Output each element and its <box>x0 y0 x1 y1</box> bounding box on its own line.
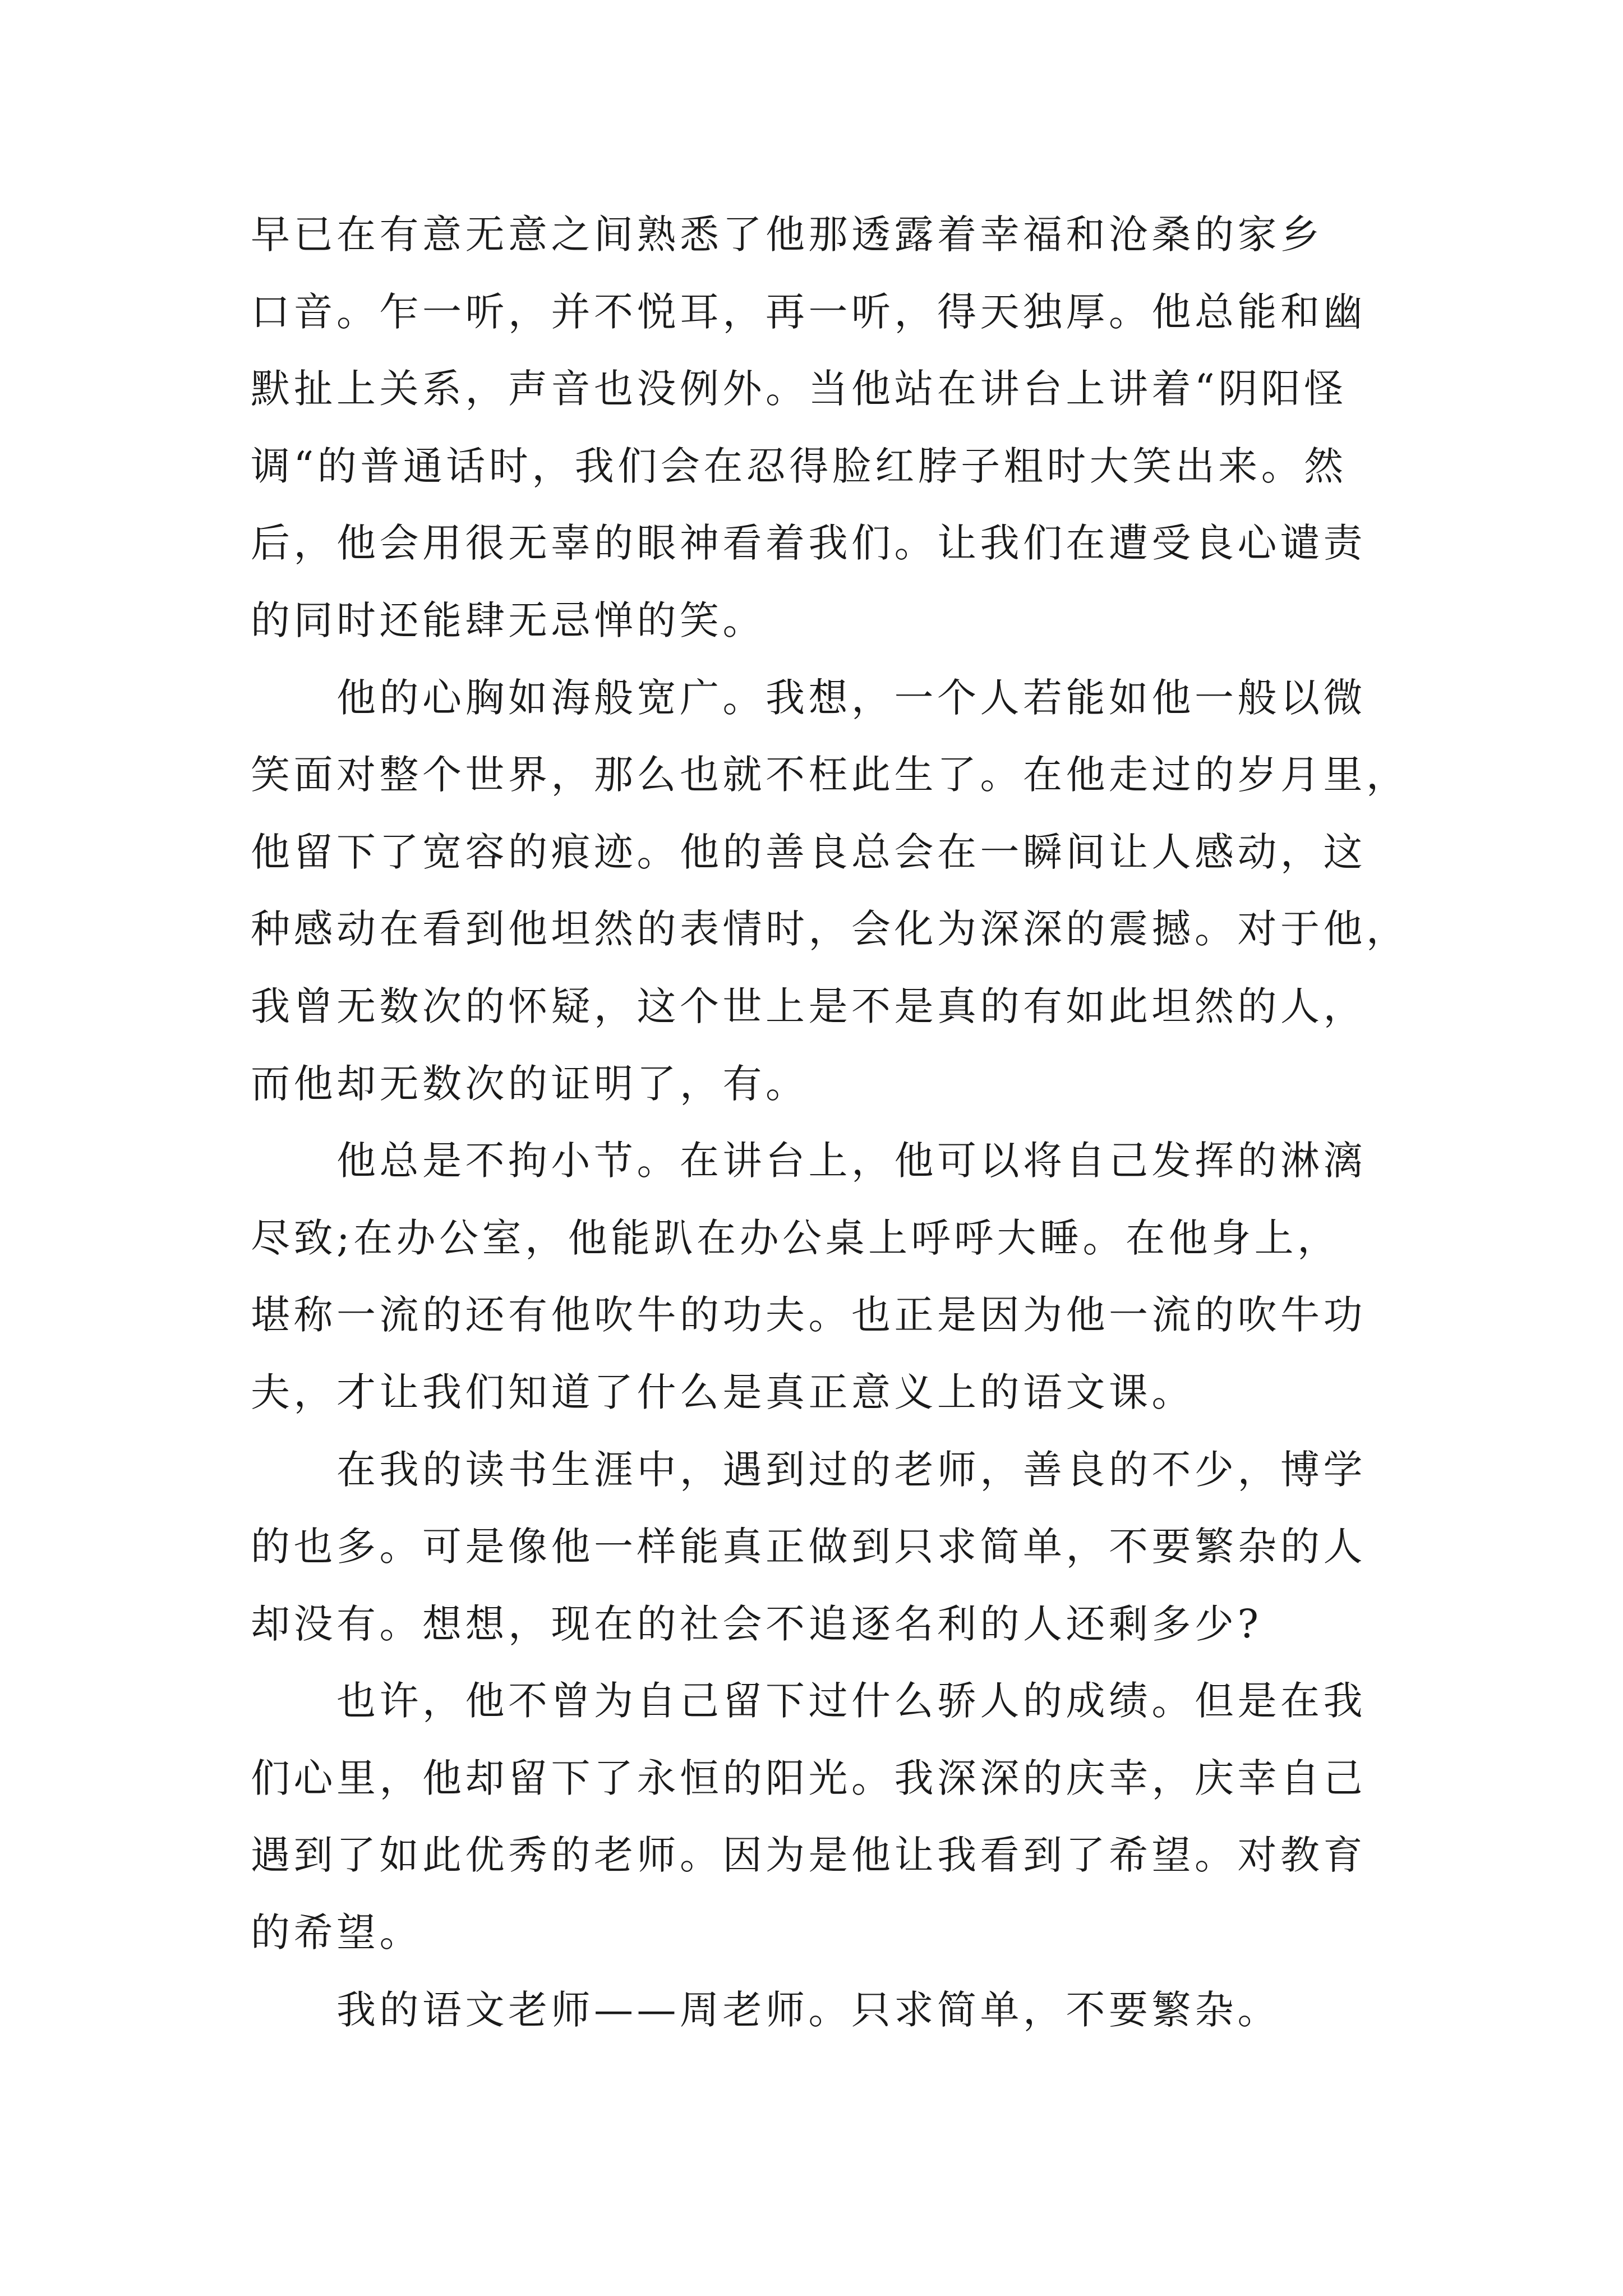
text-line: 的希望。 <box>251 1910 422 1956</box>
text-line: 调“的普通话时，我们会在忍得脸红脖子粗时大笑出来。然 <box>251 443 1347 489</box>
text-line: 而他却无数次的证明了，有。 <box>251 1060 809 1107</box>
text-line: 他的心胸如海般宽广。我想，一个人若能如他一般以微 <box>251 674 1366 721</box>
text-line: 的也多。可是像他一样能真正做到只求简单，不要繁杂的人 <box>251 1524 1366 1570</box>
text-line: 夫，才让我们知道了什么是真正意义上的语文课。 <box>251 1369 1195 1415</box>
text-line: 尽致;在办公室，他能趴在办公桌上呼呼大睡。在他身上， <box>251 1214 1340 1261</box>
text-line: 们心里，他却留下了永恒的阳光。我深深的庆幸，庆幸自己 <box>251 1755 1366 1801</box>
text-line: 早已在有意无意之间熟悉了他那透露着幸福和沧桑的家乡 <box>251 211 1324 257</box>
text-line: 遇到了如此优秀的老师。因为是他让我看到了希望。对教育 <box>251 1832 1366 1879</box>
text-line: 在我的读书生涯中，遇到过的老师，善良的不少，博学 <box>251 1446 1366 1493</box>
text-line: 却没有。想想，现在的社会不追逐名利的人还剩多少? <box>251 1600 1262 1647</box>
text-line: 的同时还能肆无忌惮的笑。 <box>251 597 766 643</box>
text-line: 种感动在看到他坦然的表情时，会化为深深的震撼。对于他， <box>251 906 1409 953</box>
text-line: 他留下了宽容的痕迹。他的善良总会在一瞬间让人感动，这 <box>251 829 1366 875</box>
text-line: 口音。乍一听，并不悦耳，再一听，得天独厚。他总能和幽 <box>251 288 1366 335</box>
text-line: 他总是不拘小节。在讲台上，他可以将自己发挥的淋漓 <box>251 1138 1366 1184</box>
text-line: 我的语文老师——周老师。只求简单，不要繁杂。 <box>251 1986 1280 2033</box>
text-line: 堪称一流的还有他吹牛的功夫。也正是因为他一流的吹牛功 <box>251 1292 1366 1338</box>
text-line: 我曾无数次的怀疑，这个世上是不是真的有如此坦然的人， <box>251 983 1366 1029</box>
text-line: 笑面对整个世界，那么也就不枉此生了。在他走过的岁月里， <box>251 752 1409 798</box>
essay-body <box>251 196 1409 2049</box>
text-line: 后，他会用很无辜的眼神看着我们。让我们在遭受良心谴责 <box>251 520 1366 567</box>
text-line: 默扯上关系，声音也没例外。当他站在讲台上讲着“阴阳怪 <box>251 366 1347 412</box>
text-line: 也许，他不曾为自己留下过什么骄人的成绩。但是在我 <box>251 1678 1366 1724</box>
